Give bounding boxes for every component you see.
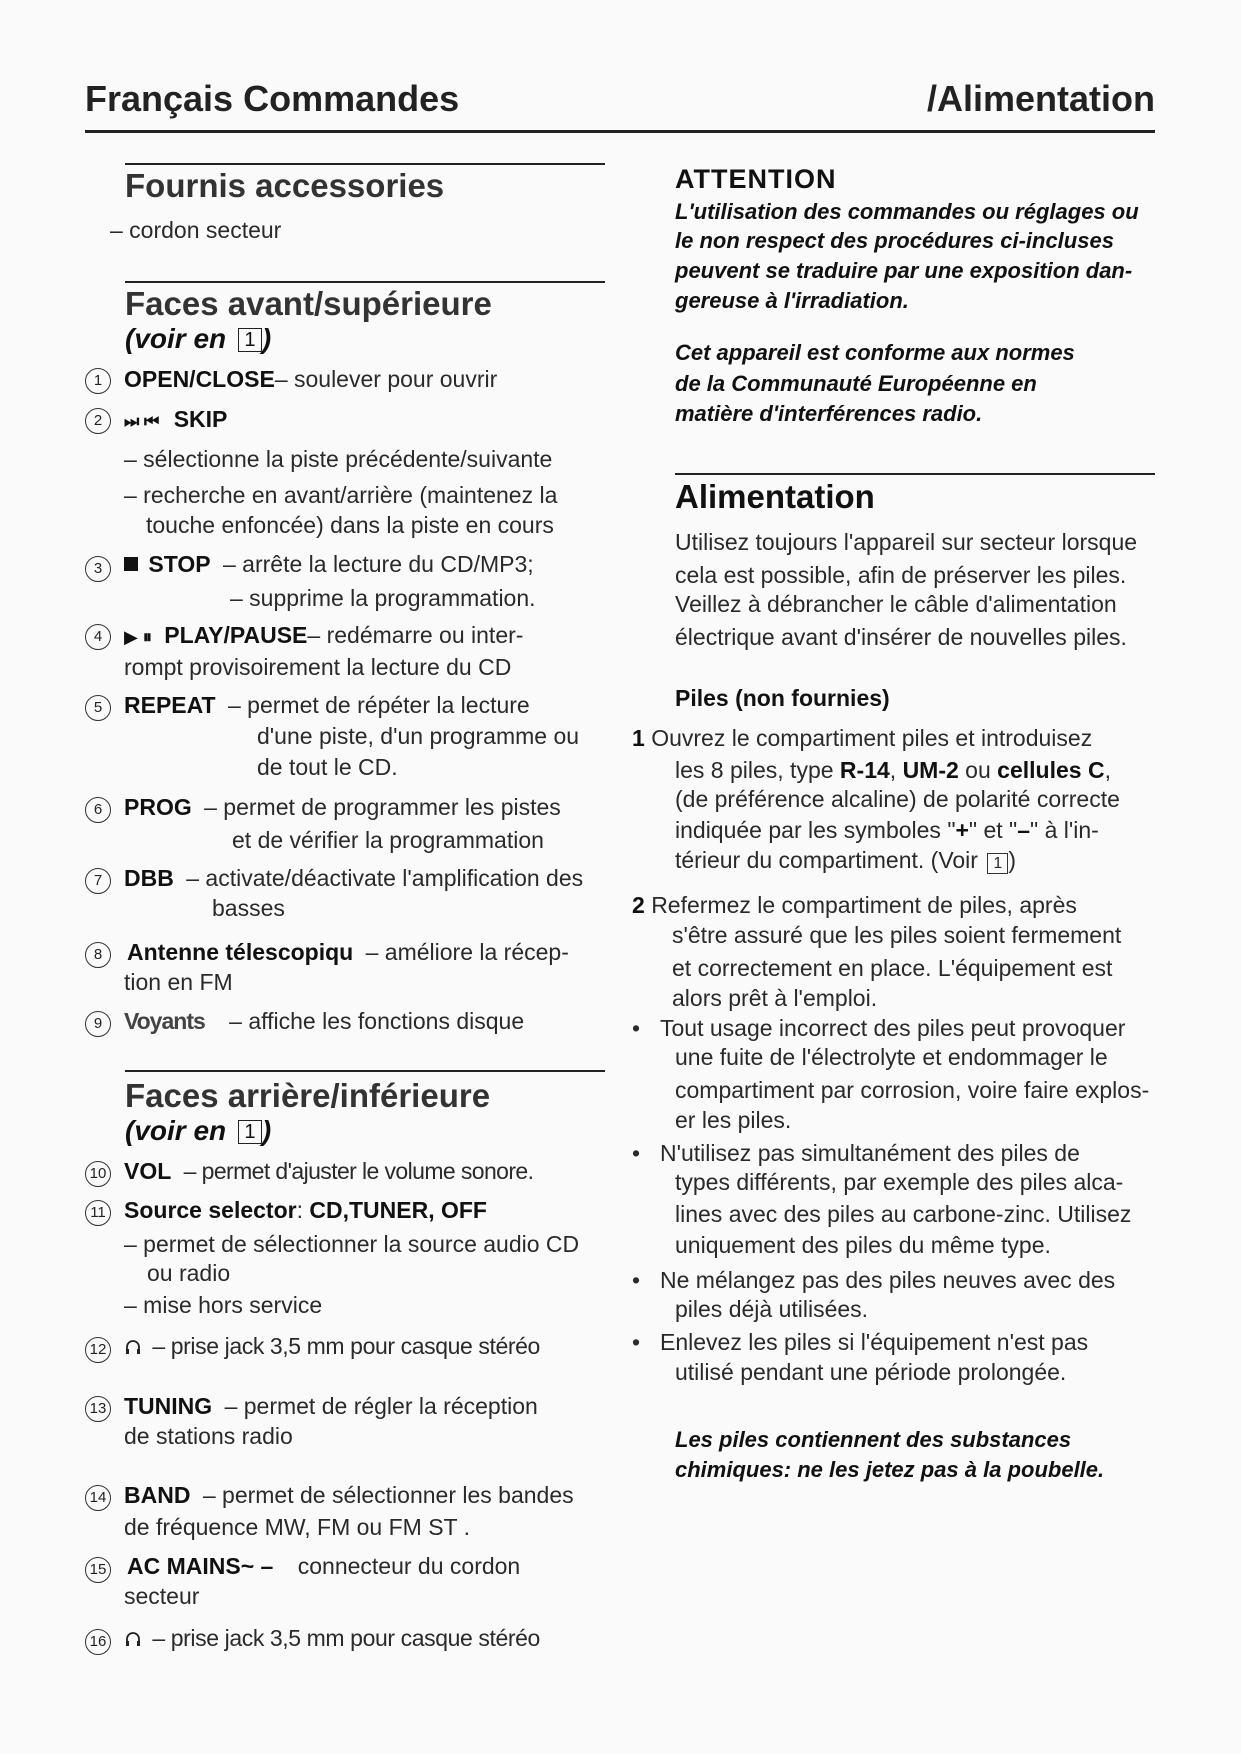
item-vol: [124, 1156, 533, 1187]
step-2: [632, 890, 1077, 921]
bullet-icon: •: [632, 1267, 641, 1293]
section-rule: [125, 1070, 605, 1072]
bullet-text: types différents, par exemple des piles alca-: [675, 1169, 1124, 1195]
item-desc: – redémarre ou inter-: [307, 622, 524, 648]
battery-type: cellules C: [997, 757, 1105, 783]
rear-title: Faces arrière/inférieure: [125, 1077, 491, 1114]
item-desc-2: de fréquence MW, FM ou FM ST .: [124, 1514, 470, 1540]
step-text: ,: [1104, 757, 1111, 783]
step-1-line: [675, 845, 1016, 876]
step-text: térieur du compartiment. (Voir: [675, 847, 978, 873]
conformity-text: de la Communauté Européenne en: [675, 371, 1037, 396]
conformity-text: matière d'interférences radio.: [675, 401, 983, 426]
bullet-text: lines avec des piles au carbone-zinc. Utilisez: [675, 1201, 1132, 1227]
item-number: 1: [85, 368, 111, 394]
item-desc: – permet de programmer les pistes: [204, 794, 561, 820]
step-text: les 8 piles, type: [675, 757, 840, 783]
polarity-symbol: –: [1017, 817, 1031, 843]
step-text: ,: [889, 757, 903, 783]
item-desc-3: de tout le CD.: [257, 754, 398, 780]
step-text: Refermez le compartiment de piles, après: [651, 892, 1077, 918]
item-number: 7: [85, 868, 111, 894]
power-intro: cela est possible, afin de préserver les piles.: [675, 562, 1127, 588]
item-play-pause: [124, 620, 523, 653]
bullet-text: Enlevez les piles si l'équipement n'est pas: [660, 1329, 1089, 1355]
bullet-text: une fuite de l'électrolyte et endommager le: [675, 1044, 1108, 1070]
play-pause-icon: ▶ ⏸: [124, 627, 152, 647]
bullet-icon: •: [632, 1329, 641, 1355]
accessories-title: Fournis accessories: [125, 167, 445, 204]
item-desc-2: basses: [212, 895, 285, 921]
item-number: 14: [85, 1485, 111, 1511]
step-text: Ouvrez le compartiment piles et introduisez: [651, 725, 1093, 751]
power-intro: Veillez à débrancher le câble d'alimentation: [675, 591, 1117, 617]
item-desc-2: rompt provisoirement la lecture du CD: [124, 654, 512, 680]
item-desc: – prise jack 3,5 mm pour casque stéréo: [152, 1625, 540, 1651]
item-desc-2: secteur: [124, 1583, 200, 1609]
item-sub: touche enfoncée) dans la piste en cours: [146, 512, 554, 538]
bullet-icon: •: [632, 1015, 641, 1041]
header-title-right: /Alimentation: [926, 78, 1155, 119]
bullet-text: utilisé pendant une période prolongée.: [675, 1359, 1067, 1385]
item-number: 12: [85, 1337, 111, 1363]
item-number: 3: [85, 556, 111, 582]
item-desc-2: de stations radio: [124, 1423, 293, 1449]
item-stop: [124, 549, 534, 580]
section-rule: [125, 281, 605, 283]
item-desc: – améliore la récep-: [365, 939, 569, 965]
step-number: 2: [632, 892, 645, 918]
step-2-line: alors prêt à l'emploi.: [672, 985, 878, 1011]
front-title: Faces avant/supérieure: [125, 285, 492, 322]
page-header: [85, 78, 1155, 128]
step-number: 1: [632, 725, 645, 751]
item-desc: – permet de répéter la lecture: [227, 692, 530, 718]
item-tuning: [124, 1391, 538, 1422]
item-number: 4: [85, 624, 111, 650]
item-sub: – sélectionne la piste précédente/suivante: [124, 446, 553, 472]
item-label: Source selector: [124, 1197, 297, 1223]
item-desc-2: – supprime la programmation.: [230, 585, 536, 611]
item-number: 9: [85, 1011, 111, 1037]
item-number: 15: [85, 1557, 111, 1583]
item-label: Antenne télescopiqu: [127, 939, 354, 965]
item-sub: – permet de sélectionner la source audio CD: [124, 1231, 580, 1257]
power-title: Alimentation: [675, 478, 875, 515]
item-colon: :: [296, 1197, 303, 1223]
item-desc: – arrête la lecture du CD/MP3;: [223, 551, 534, 577]
header-title-left: Français Commandes: [85, 78, 460, 119]
item-prog: [124, 792, 561, 823]
step-text: " et ": [968, 817, 1018, 843]
item-headphone-jack: [124, 1331, 540, 1362]
front-voir: [125, 323, 271, 355]
step-text: " à l'in-: [1030, 817, 1099, 843]
item-desc: – affiche les fonctions disque: [229, 1008, 525, 1034]
item-number: 8: [85, 942, 111, 968]
batteries-title: Piles (non fournies): [675, 685, 890, 711]
item-number: 2: [85, 408, 111, 434]
step-1-line: (de préférence alcaline) de polarité correcte: [675, 786, 1120, 812]
bullet-text: compartiment par corrosion, voire faire explos-: [675, 1077, 1150, 1103]
polarity-symbol: +: [955, 817, 969, 843]
bullet-icon: •: [632, 1140, 641, 1166]
voir-close: ): [261, 1115, 272, 1146]
step-1-line: [675, 755, 1111, 786]
step-text: indiquée par les symboles ": [675, 817, 956, 843]
headphones-icon: [124, 1333, 142, 1359]
power-intro: électrique avant d'insérer de nouvelles piles.: [675, 624, 1127, 650]
item-desc: – permet de régler la réception: [224, 1393, 538, 1419]
item-headphone-jack: [124, 1623, 540, 1654]
item-label: PROG: [124, 794, 192, 820]
voir-text: (voir en: [125, 323, 227, 354]
item-desc-2: et de vérifier la programmation: [232, 827, 544, 853]
battery-warning: Les piles contiennent des substances: [675, 1427, 1072, 1452]
step-text: ): [1008, 847, 1017, 873]
item-sub: – recherche en avant/arrière (maintenez la: [124, 482, 558, 508]
bullet-text: piles déjà utilisées.: [675, 1296, 869, 1322]
item-desc: connecteur du cordon: [297, 1553, 521, 1579]
step-2-line: et correctement en place. L'équipement est: [672, 955, 1113, 981]
figure-ref-box: 1: [987, 853, 1008, 874]
item-desc: – soulever pour ouvrir: [274, 366, 498, 392]
item-repeat: [124, 690, 530, 721]
item-source-selector: [124, 1195, 487, 1226]
item-band: [124, 1480, 574, 1511]
skip-icon: ⏭ ⏮: [124, 412, 160, 431]
item-number: 5: [85, 695, 111, 721]
item-desc-2: tion en FM: [124, 969, 233, 995]
item-sub: – mise hors service: [124, 1292, 323, 1318]
section-rule: [125, 163, 605, 165]
step-text: ou: [958, 757, 998, 783]
step-1: [632, 723, 1092, 754]
step-2-line: s'être assuré que les piles soient fermement: [672, 922, 1122, 948]
item-number: 13: [85, 1396, 111, 1422]
item-label: OPEN/CLOSE: [124, 366, 275, 392]
battery-type: R-14: [839, 757, 890, 783]
stop-icon: [124, 557, 138, 571]
item-label-2: CD,TUNER, OFF: [309, 1197, 487, 1223]
item-number: 16: [85, 1629, 111, 1655]
item-desc: – permet d'ajuster le volume sonore.: [183, 1158, 534, 1184]
item-dbb: [124, 863, 583, 894]
item-antenna: [127, 937, 569, 968]
item-ac-mains: [127, 1551, 520, 1582]
battery-type: UM-2: [902, 757, 959, 783]
item-label: TUNING: [124, 1393, 213, 1419]
item-label: VOL: [124, 1158, 172, 1184]
item-desc: – permet de sélectionner les bandes: [202, 1482, 574, 1508]
voir-close: ): [261, 323, 272, 354]
attention-text: gereuse à l'irradiation.: [675, 288, 909, 313]
bullet-text: Tout usage incorrect des piles peut provoquer: [660, 1015, 1126, 1041]
power-intro: Utilisez toujours l'appareil sur secteur lorsque: [675, 529, 1138, 555]
item-sub: ou radio: [147, 1260, 231, 1286]
item-label: BAND: [124, 1482, 191, 1508]
figure-ref-box: 1: [238, 328, 262, 352]
header-rule: [85, 130, 1155, 133]
voir-text: (voir en: [125, 1115, 227, 1146]
bullet-text: uniquement des piles du même type.: [675, 1232, 1051, 1258]
item-label: DBB: [124, 865, 174, 891]
item-label: REPEAT: [124, 692, 216, 718]
bullet-text: er les piles.: [675, 1107, 792, 1133]
item-number: 11: [85, 1200, 111, 1226]
bullet-text: Ne mélangez pas des piles neuves avec des: [660, 1267, 1116, 1293]
bullet-text: N'utilisez pas simultanément des piles de: [660, 1140, 1080, 1166]
attention-text: L'utilisation des commandes ou réglages ou: [675, 199, 1139, 224]
item-label: AC MAINS~ –: [127, 1553, 274, 1579]
item-open-close: [124, 364, 497, 395]
attention-title: ATTENTION: [675, 164, 837, 194]
headphones-icon: [124, 1625, 142, 1651]
step-1-line: [675, 815, 1099, 846]
item-number: 10: [85, 1161, 111, 1187]
conformity-text: Cet appareil est conforme aux normes: [675, 340, 1075, 365]
figure-ref-box: 1: [238, 1120, 262, 1144]
item-label: STOP: [148, 551, 211, 577]
section-rule: [675, 473, 1155, 475]
battery-warning: chimiques: ne les jetez pas à la poubelle.: [675, 1457, 1105, 1482]
item-label: PLAY/PAUSE: [164, 622, 308, 648]
item-desc: – prise jack 3,5 mm pour casque stéréo: [152, 1333, 540, 1359]
item-label: SKIP: [173, 406, 228, 432]
item-skip: [124, 404, 227, 437]
item-voyants: [124, 1006, 524, 1037]
item-desc: – activate/déactivate l'amplification des: [186, 865, 584, 891]
attention-text: le non respect des procédures ci-incluses: [675, 228, 1114, 253]
rear-voir: [125, 1115, 271, 1147]
attention-text: peuvent se traduire par une exposition dan-: [675, 258, 1133, 283]
accessories-item: – cordon secteur: [110, 217, 282, 243]
item-desc-2: d'une piste, d'un programme ou: [257, 723, 580, 749]
item-label: Voyants: [124, 1008, 205, 1034]
item-number: 6: [85, 797, 111, 823]
